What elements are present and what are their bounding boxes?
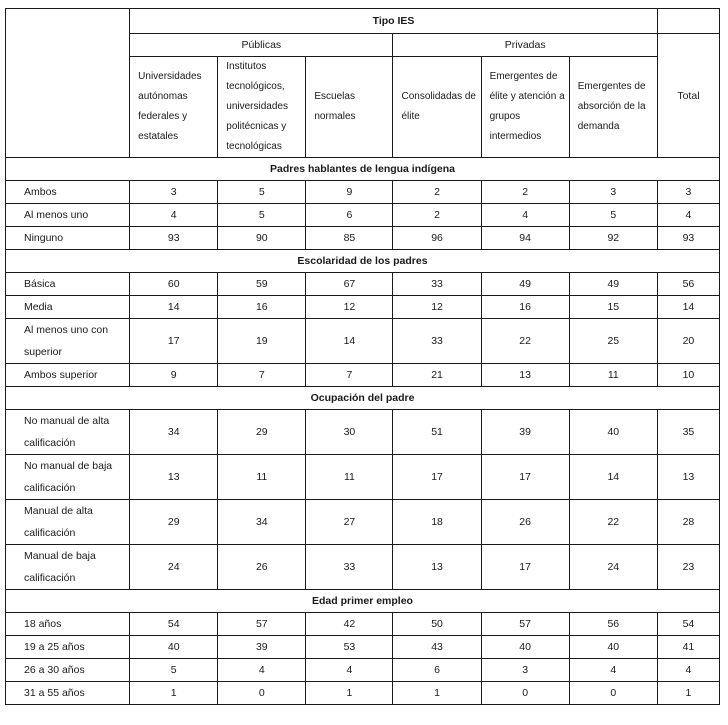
row-label: Ninguno — [6, 227, 130, 250]
table-cell: 49 — [569, 273, 657, 296]
table-cell: 0 — [218, 682, 306, 705]
table-cell: 67 — [306, 273, 393, 296]
table-cell: 13 — [657, 455, 719, 500]
table-cell: 4 — [569, 659, 657, 682]
table-cell: 40 — [569, 410, 657, 455]
corner-cell — [6, 9, 130, 158]
row-label: 18 años — [6, 613, 130, 636]
table-cell: 27 — [306, 500, 393, 545]
table-row — [6, 455, 720, 500]
table-cell: 1 — [657, 682, 719, 705]
table-cell: 4 — [130, 204, 218, 227]
table-cell: 30 — [306, 410, 393, 455]
column-header: Escuelas normales — [306, 57, 393, 158]
table-cell: 3 — [569, 181, 657, 204]
table-cell: 15 — [569, 296, 657, 319]
table-cell: 33 — [393, 273, 481, 296]
table-cell: 3 — [481, 659, 569, 682]
row-label: Media — [6, 296, 130, 319]
table-cell: 41 — [657, 636, 719, 659]
table-cell: 51 — [393, 410, 481, 455]
table-cell: 5 — [218, 181, 306, 204]
table-cell: 26 — [218, 545, 306, 590]
table-cell: 23 — [657, 545, 719, 590]
table-row — [6, 410, 720, 455]
table-body — [6, 158, 720, 705]
table-cell: 5 — [218, 204, 306, 227]
table-cell: 24 — [569, 545, 657, 590]
table-cell: 9 — [130, 364, 218, 387]
table-cell: 40 — [569, 636, 657, 659]
table-cell: 17 — [481, 455, 569, 500]
column-header: Consolidadas de élite — [393, 57, 481, 158]
table-cell: 3 — [130, 181, 218, 204]
table-cell: 93 — [657, 227, 719, 250]
table-cell: 6 — [393, 659, 481, 682]
table-cell: 1 — [306, 682, 393, 705]
table-cell: 50 — [393, 613, 481, 636]
table-cell: 56 — [657, 273, 719, 296]
table-cell: 3 — [657, 181, 719, 204]
table-cell: 29 — [218, 410, 306, 455]
table-cell: 9 — [306, 181, 393, 204]
table-cell: 35 — [657, 410, 719, 455]
table-cell: 26 — [481, 500, 569, 545]
table-cell: 4 — [657, 204, 719, 227]
table-cell: 90 — [218, 227, 306, 250]
data-table — [5, 8, 720, 705]
table-row — [6, 500, 720, 545]
table-cell: 94 — [481, 227, 569, 250]
table-cell: 11 — [306, 455, 393, 500]
table-cell: 4 — [306, 659, 393, 682]
publicas-header: Públicas — [130, 34, 393, 57]
column-header: Universidades autónomas federales y estatales — [130, 57, 218, 158]
privadas-header: Privadas — [393, 34, 657, 57]
table-cell: 34 — [218, 500, 306, 545]
table-cell: 54 — [130, 613, 218, 636]
table-cell: 92 — [569, 227, 657, 250]
table-cell: 13 — [481, 364, 569, 387]
table-cell: 40 — [481, 636, 569, 659]
table-cell: 24 — [130, 545, 218, 590]
table-cell: 21 — [393, 364, 481, 387]
table-cell: 2 — [393, 181, 481, 204]
table-row — [6, 682, 720, 705]
table-cell: 2 — [393, 204, 481, 227]
table-cell: 57 — [481, 613, 569, 636]
table-cell: 7 — [218, 364, 306, 387]
table-cell: 14 — [569, 455, 657, 500]
row-label: Ambos — [6, 181, 130, 204]
section-title: Padres hablantes de lengua indígena — [6, 158, 720, 181]
table-cell: 0 — [569, 682, 657, 705]
row-label: Al menos uno con superior — [6, 319, 130, 364]
table-row — [6, 659, 720, 682]
table-row — [6, 636, 720, 659]
column-header: Emergentes de élite y atención a grupos intermedios — [481, 57, 569, 158]
table-row — [6, 227, 720, 250]
table-cell: 4 — [657, 659, 719, 682]
table-cell: 17 — [130, 319, 218, 364]
row-label: Manual de alta calificación — [6, 500, 130, 545]
table-cell: 20 — [657, 319, 719, 364]
table-row — [6, 364, 720, 387]
table-cell: 85 — [306, 227, 393, 250]
table-cell: 60 — [130, 273, 218, 296]
table-cell: 2 — [481, 181, 569, 204]
table-cell: 10 — [657, 364, 719, 387]
table-cell: 1 — [393, 682, 481, 705]
table-cell: 39 — [218, 636, 306, 659]
table-cell: 22 — [569, 500, 657, 545]
section-title: Escolaridad de los padres — [6, 250, 720, 273]
table-cell: 29 — [130, 500, 218, 545]
table-cell: 57 — [218, 613, 306, 636]
table-cell: 12 — [306, 296, 393, 319]
table-cell: 39 — [481, 410, 569, 455]
table-cell: 25 — [569, 319, 657, 364]
table-cell: 11 — [569, 364, 657, 387]
table-row — [6, 296, 720, 319]
table-cell: 53 — [306, 636, 393, 659]
row-label: No manual de alta calificación — [6, 410, 130, 455]
table-cell: 4 — [218, 659, 306, 682]
table-cell: 14 — [130, 296, 218, 319]
table-cell: 5 — [130, 659, 218, 682]
table-cell: 42 — [306, 613, 393, 636]
table-cell: 19 — [218, 319, 306, 364]
table-cell: 40 — [130, 636, 218, 659]
table-cell: 59 — [218, 273, 306, 296]
table-cell: 13 — [130, 455, 218, 500]
table-cell: 96 — [393, 227, 481, 250]
table-cell: 16 — [218, 296, 306, 319]
table-cell: 54 — [657, 613, 719, 636]
table-cell: 5 — [569, 204, 657, 227]
row-label: No manual de baja calificación — [6, 455, 130, 500]
table-cell: 17 — [481, 545, 569, 590]
table-row — [6, 545, 720, 590]
blank-header-cell — [657, 9, 719, 34]
table-cell: 6 — [306, 204, 393, 227]
table-row — [6, 319, 720, 364]
row-label: 19 a 25 años — [6, 636, 130, 659]
row-label: Al menos uno — [6, 204, 130, 227]
total-header: Total — [657, 34, 719, 158]
table-cell: 49 — [481, 273, 569, 296]
row-label: Manual de baja calificación — [6, 545, 130, 590]
table-cell: 11 — [218, 455, 306, 500]
table-row — [6, 181, 720, 204]
table-cell: 7 — [306, 364, 393, 387]
table-cell: 14 — [657, 296, 719, 319]
table-cell: 16 — [481, 296, 569, 319]
table-cell: 33 — [306, 545, 393, 590]
table-cell: 13 — [393, 545, 481, 590]
table-cell: 34 — [130, 410, 218, 455]
table-cell: 28 — [657, 500, 719, 545]
row-label: 31 a 55 años — [6, 682, 130, 705]
column-header: Institutos tecnológicos, universidades politécnicas y tecnológicas — [218, 57, 306, 158]
tipo-ies-header: Tipo IES — [130, 9, 658, 34]
table-cell: 56 — [569, 613, 657, 636]
table-cell: 43 — [393, 636, 481, 659]
row-label: Ambos superior — [6, 364, 130, 387]
section-title: Ocupación del padre — [6, 387, 720, 410]
table-cell: 0 — [481, 682, 569, 705]
table-cell: 33 — [393, 319, 481, 364]
table-cell: 14 — [306, 319, 393, 364]
table-row — [6, 613, 720, 636]
table-cell: 93 — [130, 227, 218, 250]
row-label: 26 a 30 años — [6, 659, 130, 682]
table-cell: 12 — [393, 296, 481, 319]
column-header: Emergentes de absorción de la demanda — [569, 57, 657, 158]
table-cell: 18 — [393, 500, 481, 545]
table-cell: 1 — [130, 682, 218, 705]
row-label: Básica — [6, 273, 130, 296]
table-row — [6, 273, 720, 296]
table-row — [6, 204, 720, 227]
table-cell: 4 — [481, 204, 569, 227]
table-cell: 17 — [393, 455, 481, 500]
section-title: Edad primer empleo — [6, 590, 720, 613]
table-cell: 22 — [481, 319, 569, 364]
